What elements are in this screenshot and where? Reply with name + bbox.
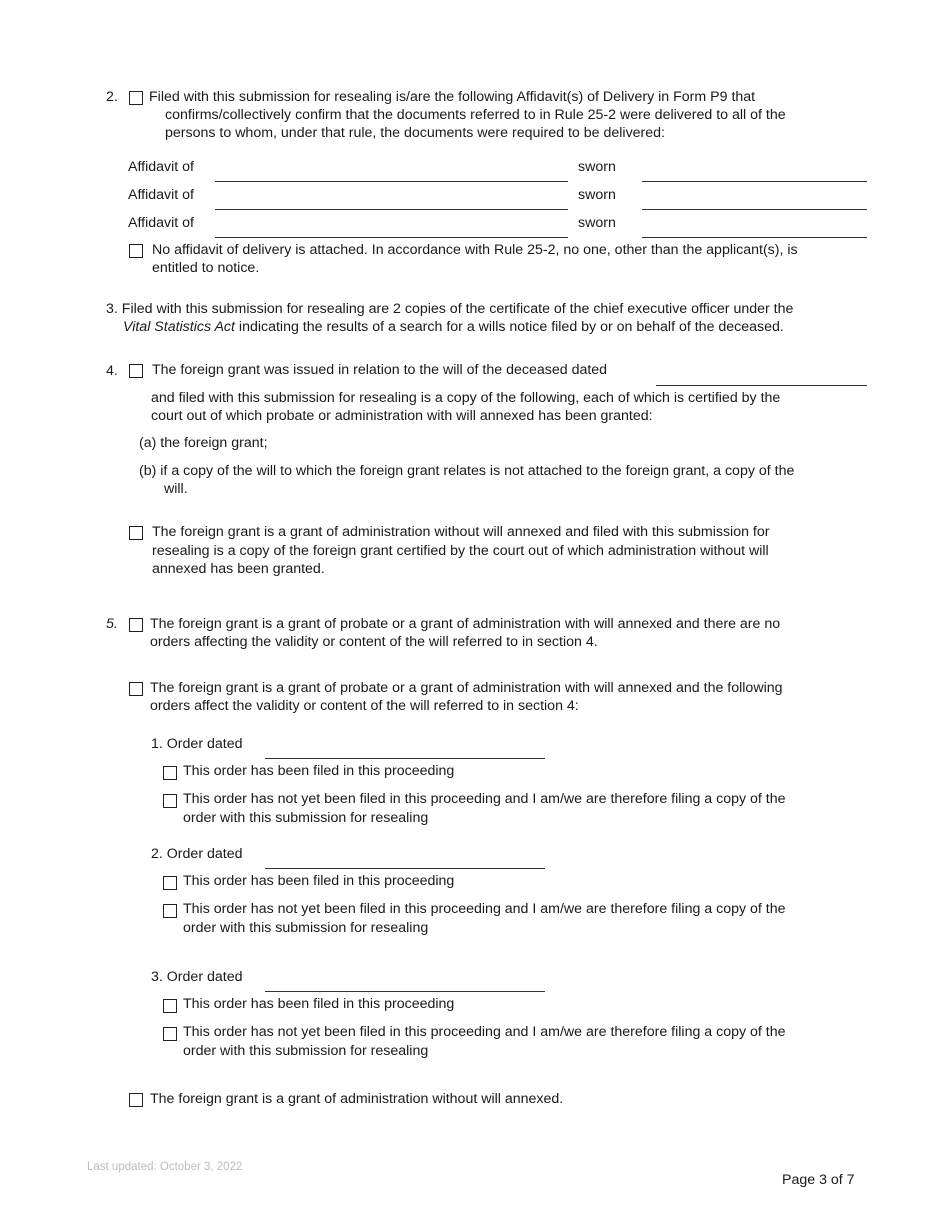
- order-1-label: 1. Order dated: [151, 736, 243, 752]
- section-5-orders-text-line-1: The foreign grant is a grant of probate or a grant of administration with will annexed and the following: [150, 680, 783, 696]
- order-2-not-filed-text-line-2: order with this submission for resealing: [183, 920, 429, 936]
- section-2-text-line-1: Filed with this submission for resealing is/are the following Affidavit(s) of Delivery in Form P9 that: [149, 89, 756, 105]
- section-5-orders-text-line-2: orders affect the validity or content of the will referred to in section 4:: [150, 698, 579, 714]
- affidavit-3-name-field[interactable]: [215, 237, 568, 238]
- item-a-foreign-grant: (a) the foreign grant;: [139, 435, 268, 451]
- section-5-no-orders-checkbox[interactable]: [129, 618, 143, 632]
- section-5-no-orders-text-line-1: The foreign grant is a grant of probate or a grant of administration with will annexed and there are no: [150, 616, 781, 632]
- affidavit-1-sworn-date-field[interactable]: [642, 181, 867, 182]
- order-1-date-field[interactable]: [265, 758, 545, 759]
- section-4-no-will-text-line-1: The foreign grant is a grant of administration without will annexed and filed with this submission for: [152, 524, 770, 540]
- order-2-filed-text: This order has been filed in this proceeding: [183, 873, 455, 889]
- section-3-text-line-1: 3. Filed with this submission for resealing are 2 copies of the certificate of the chief executive officer under the: [106, 301, 794, 317]
- section-2-checkbox[interactable]: [129, 91, 143, 105]
- section-4-no-will-text-line-2: resealing is a copy of the foreign grant certified by the court out of which administration without will: [152, 543, 769, 559]
- affidavit-3-sworn-date-field[interactable]: [642, 237, 867, 238]
- affidavit-3-label: Affidavit of: [128, 215, 194, 231]
- section-4-will-text-line-2: and filed with this submission for resealing is a copy of the following, each of which is certified by the: [151, 390, 781, 406]
- will-date-field[interactable]: [656, 385, 867, 386]
- order-2-filed-checkbox[interactable]: [163, 876, 177, 890]
- order-2-not-filed-checkbox[interactable]: [163, 904, 177, 918]
- section-2-number: 2.: [106, 89, 118, 105]
- section-4-number: 4.: [106, 363, 118, 379]
- order-2-date-field[interactable]: [265, 868, 545, 869]
- section-5-orders-checkbox[interactable]: [129, 682, 143, 696]
- section-4-no-will-checkbox[interactable]: [129, 526, 143, 540]
- section-2-text-line-2: confirms/collectively confirm that the documents referred to in Rule 25-2 were delivered to all of the: [165, 107, 786, 123]
- order-2-not-filed-text-line-1: This order has not yet been filed in this proceeding and I am/we are therefore filing a copy of the: [183, 901, 786, 917]
- item-b-line-2: will.: [164, 481, 188, 497]
- affidavit-2-name-field[interactable]: [215, 209, 568, 210]
- last-updated-text: Last updated: October 3, 2022: [87, 1161, 243, 1173]
- affidavit-1-label: Affidavit of: [128, 159, 194, 175]
- section-4-will-text-line-1: The foreign grant was issued in relation to the will of the deceased dated: [152, 362, 608, 378]
- item-b-line-1: (b) if a copy of the will to which the foreign grant relates is not attached to the foreign grant, a copy of the: [139, 463, 795, 479]
- order-2-label: 2. Order dated: [151, 846, 243, 862]
- order-3-label: 3. Order dated: [151, 969, 243, 985]
- affidavit-3-sworn-label: sworn: [578, 215, 616, 231]
- affidavit-1-name-field[interactable]: [215, 181, 568, 182]
- order-1-filed-text: This order has been filed in this proceeding: [183, 763, 455, 779]
- section-4-will-text-line-3: court out of which probate or administration with will annexed has been granted:: [151, 408, 653, 424]
- section-3-text-line-2-rest: indicating the results of a search for a wills notice filed by or on behalf of the deceased.: [234, 319, 784, 335]
- order-3-date-field[interactable]: [265, 991, 545, 992]
- order-3-filed-text: This order has been filed in this proceeding: [183, 996, 455, 1012]
- section-5-no-will-checkbox[interactable]: [129, 1093, 143, 1107]
- order-1-not-filed-text-line-1: This order has not yet been filed in this proceeding and I am/we are therefore filing a copy of the: [183, 791, 786, 807]
- affidavit-2-label: Affidavit of: [128, 187, 194, 203]
- vital-statistics-act-title: Vital Statistics Act: [123, 319, 235, 335]
- section-4-no-will-text-line-3: annexed has been granted.: [152, 561, 325, 577]
- order-3-not-filed-checkbox[interactable]: [163, 1027, 177, 1041]
- order-1-not-filed-checkbox[interactable]: [163, 794, 177, 808]
- affidavit-1-sworn-label: sworn: [578, 159, 616, 175]
- order-3-filed-checkbox[interactable]: [163, 999, 177, 1013]
- section-5-no-orders-text-line-2: orders affecting the validity or content of the will referred to in section 4.: [150, 634, 598, 650]
- section-2-text-line-3: persons to whom, under that rule, the documents were required to be delivered:: [165, 125, 665, 141]
- order-3-not-filed-text-line-1: This order has not yet been filed in this proceeding and I am/we are therefore filing a copy of the: [183, 1024, 786, 1040]
- section-4-will-checkbox[interactable]: [129, 364, 143, 378]
- affidavit-2-sworn-date-field[interactable]: [642, 209, 867, 210]
- order-1-not-filed-text-line-2: order with this submission for resealing: [183, 810, 429, 826]
- order-3-not-filed-text-line-2: order with this submission for resealing: [183, 1043, 429, 1059]
- affidavit-2-sworn-label: sworn: [578, 187, 616, 203]
- order-1-filed-checkbox[interactable]: [163, 766, 177, 780]
- section-3-text-line-2: [123, 318, 784, 336]
- no-affidavit-text-line-1: No affidavit of delivery is attached. In accordance with Rule 25-2, no one, other than the applicant(s), is: [152, 242, 798, 258]
- page-number: Page 3 of 7: [782, 1172, 855, 1188]
- section-5-number: 5.: [106, 616, 118, 632]
- section-5-no-will-text: The foreign grant is a grant of administration without will annexed.: [150, 1091, 564, 1107]
- no-affidavit-checkbox[interactable]: [129, 244, 143, 258]
- no-affidavit-text-line-2: entitled to notice.: [152, 260, 260, 276]
